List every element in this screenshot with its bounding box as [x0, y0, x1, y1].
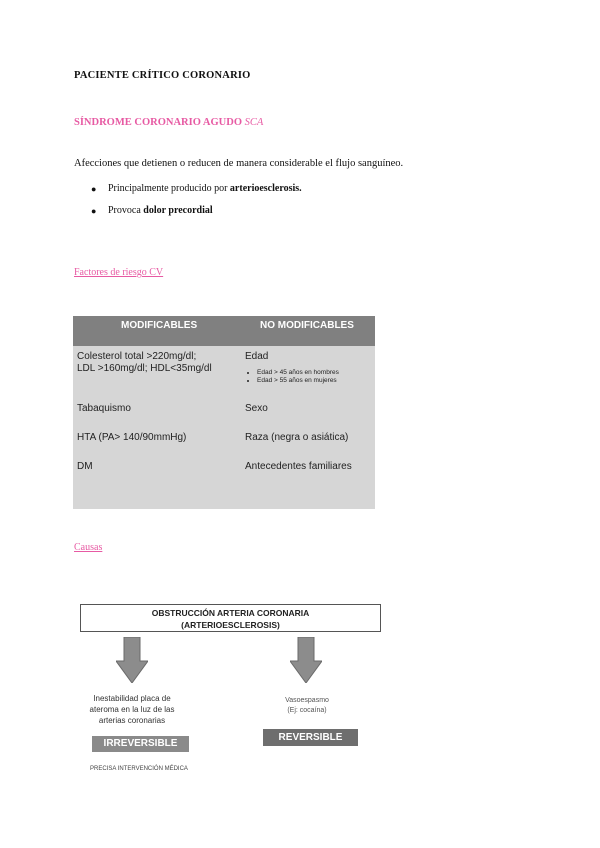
table-header-modifiable: MODIFICABLES: [121, 320, 198, 331]
bullet-text: Provoca: [108, 205, 144, 216]
reversible-label: REVERSIBLE: [263, 729, 358, 746]
text-line: Vasoespasmo: [285, 697, 329, 704]
sca-abbreviation: SCA: [244, 117, 264, 128]
document-title: PACIENTE CRÍTICO CORONARIO: [74, 70, 251, 81]
bullet-list: [74, 182, 302, 226]
bullet-item: [74, 182, 302, 204]
table-cell-nomod-3: Raza (negra o asiática): [245, 432, 349, 443]
obstruction-title: OBSTRUCCIÓN ARTERIA CORONARIA: [151, 608, 310, 618]
bullet-dot-icon: ●: [91, 206, 97, 216]
table-cell-mod-4: DM: [77, 461, 93, 472]
plaque-instability-text: [76, 693, 188, 726]
obstruction-subtitle: (ARTERIOESCLEROSIS): [181, 620, 280, 630]
table-cell-nomod-1: Edad: [245, 351, 269, 362]
bullet-item: [74, 204, 302, 226]
age-sublist: [247, 369, 339, 385]
bullet-bold-text: arterioesclerosis.: [229, 183, 302, 194]
table-cell-mod-2: Tabaquismo: [77, 403, 131, 414]
bullet-dot-icon: ●: [91, 184, 97, 194]
intro-paragraph: Afecciones que detienen o reducen de manera considerable el flujo sanguíneo.: [74, 158, 404, 169]
causes-link[interactable]: Causas: [74, 542, 103, 553]
table-header-row: [73, 316, 375, 346]
text-line: Inestabilidad placa de: [93, 694, 171, 703]
down-arrow-icon: [290, 637, 322, 683]
obstruction-box: [80, 604, 381, 632]
cell-line: Colesterol total >220mg/dl;: [77, 351, 197, 362]
irreversible-label: IRREVERSIBLE: [92, 736, 189, 752]
table-header-non-modifiable: NO MODIFICABLES: [260, 320, 354, 331]
bullet-text: Principalmente producido por: [108, 183, 230, 194]
cell-line: LDL >160mg/dl; HDL<35mg/dl: [77, 363, 212, 374]
sca-heading-text: SÍNDROME CORONARIO AGUDO: [74, 117, 245, 128]
risk-factors-table: [73, 316, 375, 509]
table-cell-nomod-4: Antecedentes familiares: [245, 461, 352, 472]
section-heading-sca: [74, 117, 263, 128]
text-line: ateroma en la luz de las: [89, 705, 175, 714]
age-sublist-item: • Edad > 45 años en hombres: [257, 369, 339, 377]
bullet-bold-text: dolor precordial: [143, 205, 213, 216]
text-line: (Ej: cocaína): [287, 707, 327, 714]
text-line: arterias coronarias: [98, 716, 166, 725]
table-cell-nomod-2: Sexo: [245, 403, 268, 414]
table-cell-mod-1: [77, 351, 212, 375]
medical-intervention-note: PRECISA INTERVENCIÓN MÉDICA: [90, 766, 188, 772]
down-arrow-icon: [116, 637, 148, 683]
age-sublist-item: • Edad > 55 años en mujeres: [257, 377, 339, 385]
risk-factors-link[interactable]: Factores de riesgo CV: [74, 267, 164, 278]
vasospasm-text: [270, 696, 344, 716]
table-cell-mod-3: HTA (PA> 140/90mmHg): [77, 432, 187, 443]
